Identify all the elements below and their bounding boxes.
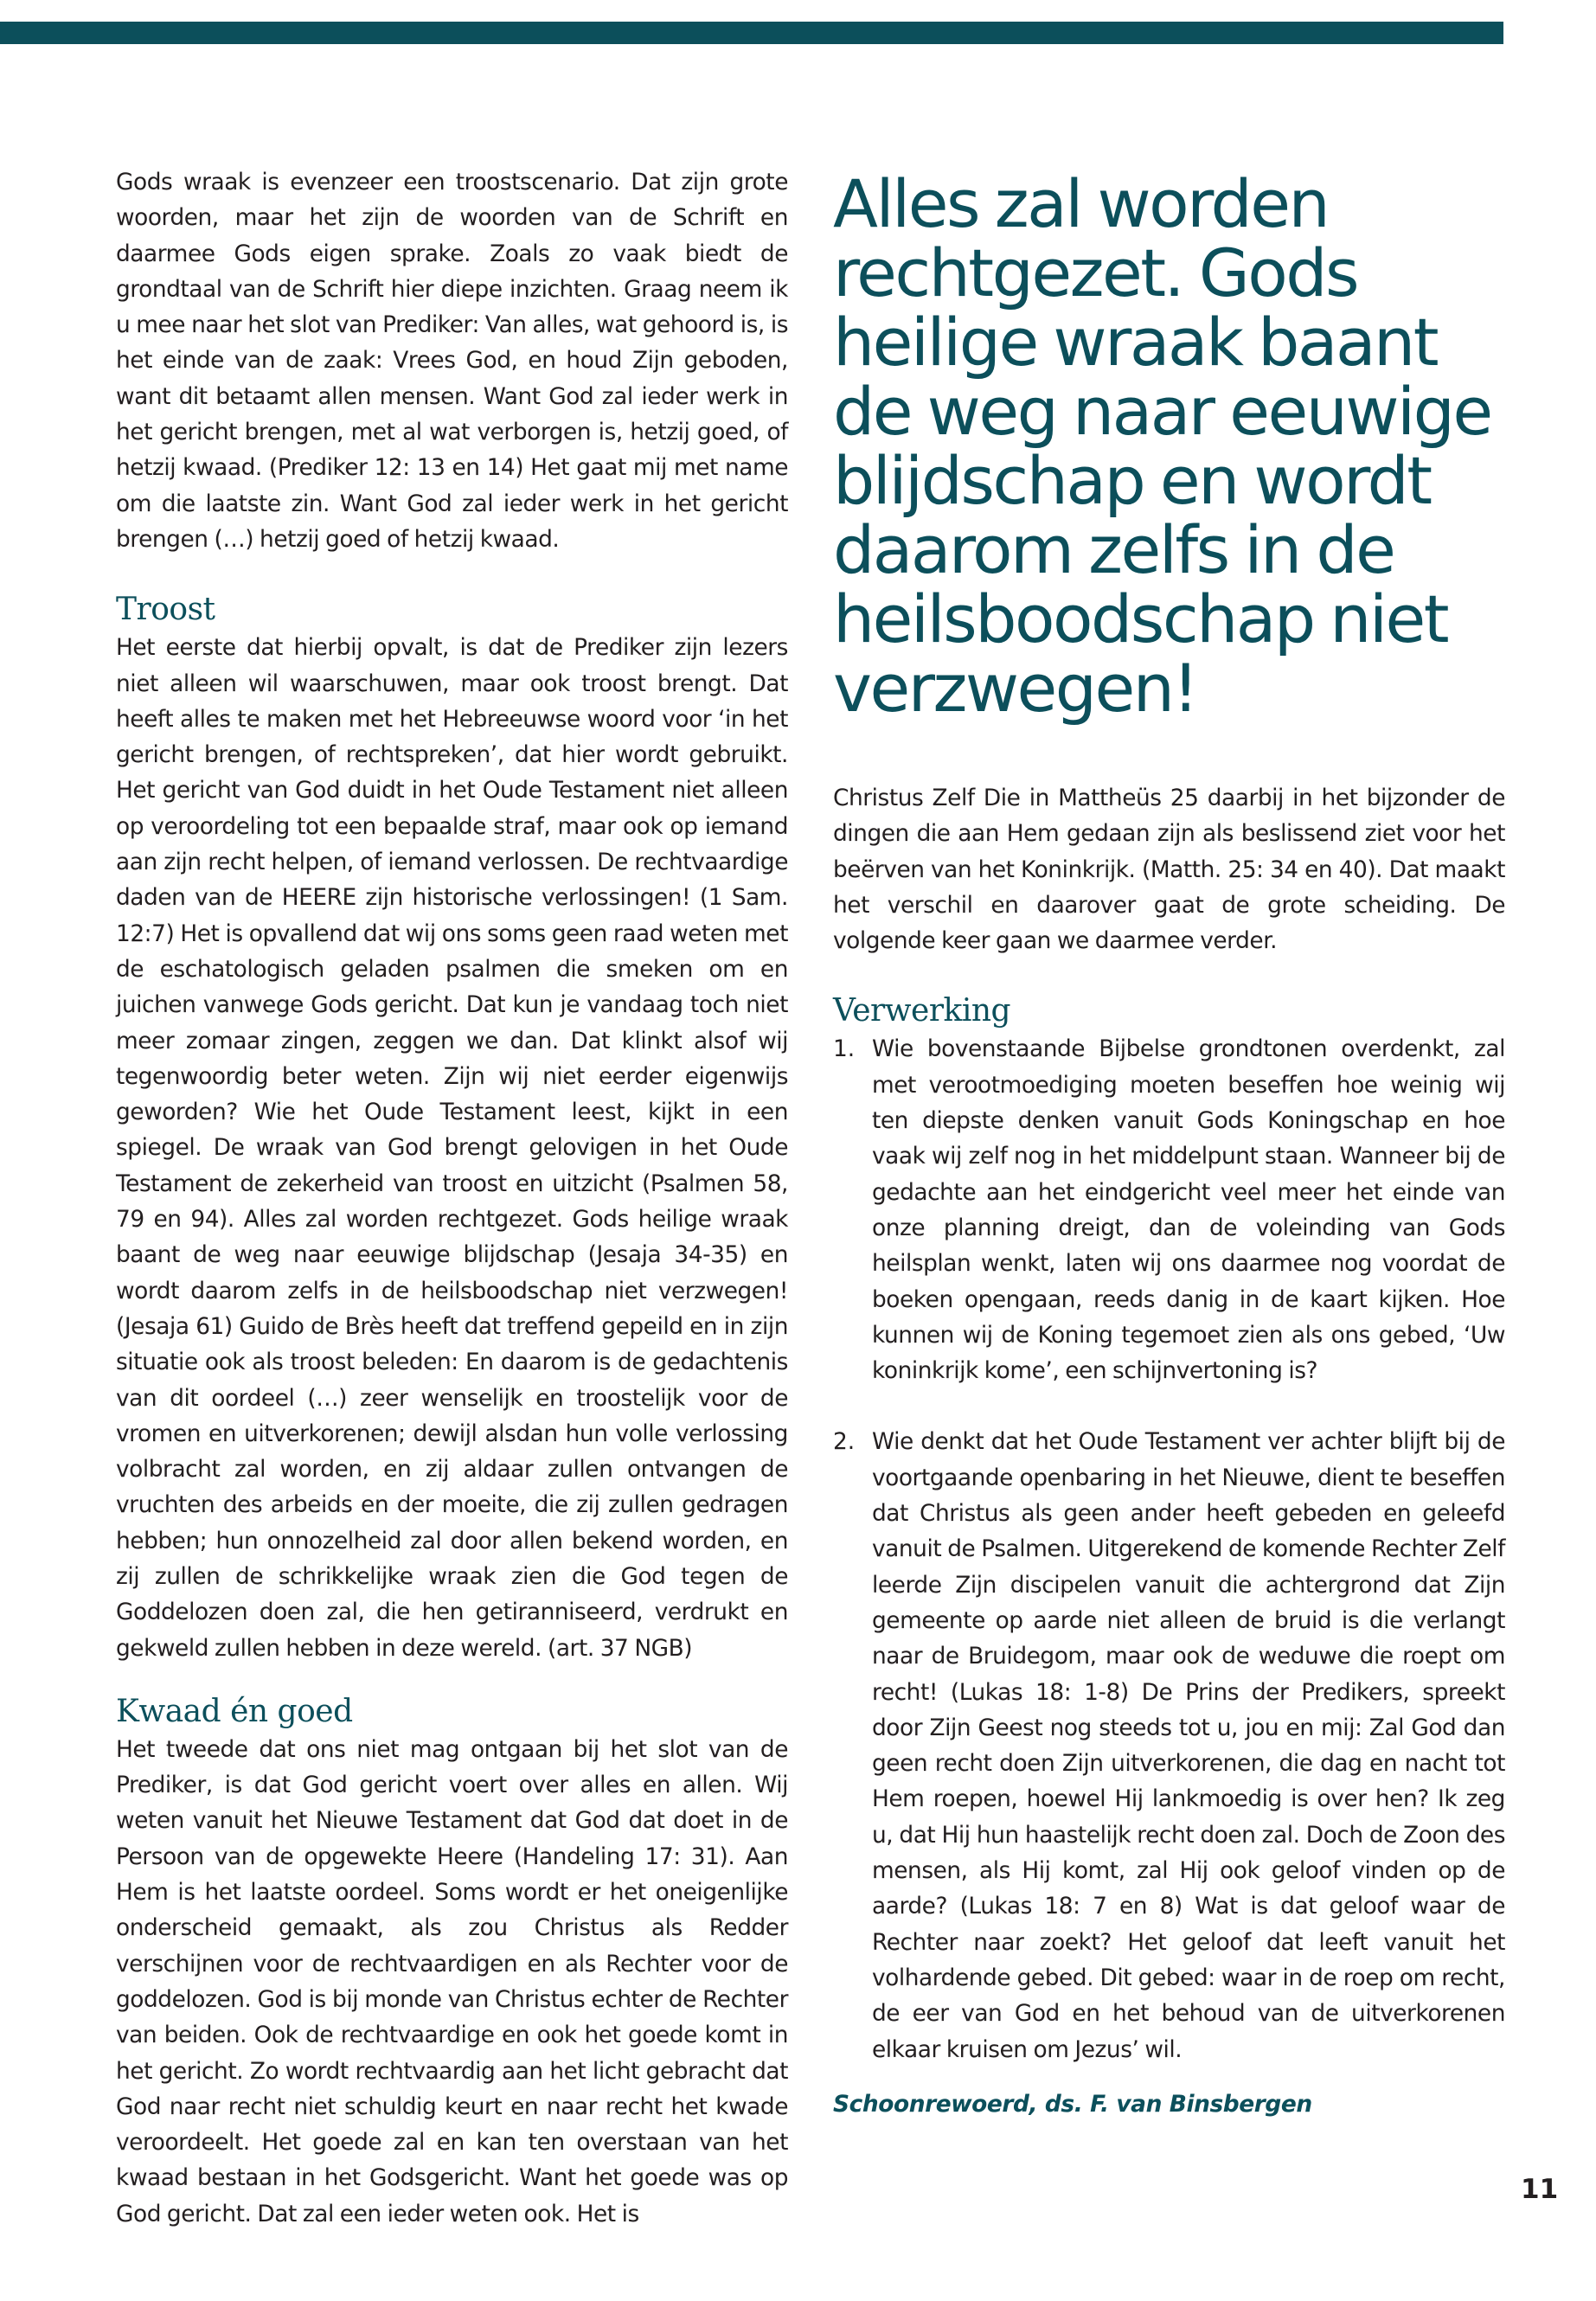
list-item-text: Wie denkt dat het Oude Testament ver achter blijft bij de voortgaande openbaring in het Nieuwe, dient te beseffen dat Christus als geen ander heeft gebeden en geleefd vanuit de Psalmen. Uitgerekend de komende Rechter Zelf leerde Zijn discipelen vanuit die achtergrond dat Zijn gemeente op aarde niet alleen de bruid is die verlangt naar de Bruidegom, maar ook de weduwe die roept om recht! (Lukas 18: 1-8) De Prins der Predikers, spreekt door Zijn Geest nog steeds tot u, jou en mij: Zal God dan geen recht doen Zijn uitverkorenen, die dag en nacht tot Hem roepen, hoewel Hij lankmoedig is over hen? Ik zeg u, dat Hij hun haastelijk recht doen zal. Doch de Zoon des mensen, als Hij komt, zal Hij ook geloof vinden op de aarde? (Lukas 18: 7 en 8) Wat is dat geloof waar de Rechter naar zoekt? Het geloof dat leeft vanuit het volhardende gebed. Dit gebed: waar in de roep om recht, de eer van God en het behoud van de uitverkorenen elkaar kruisen om Jezus’ wil.: [872, 1428, 1505, 2063]
pull-quote: Alles zal worden rechtgezet. Gods heilige wraak baant de weg naar eeuwige blijdschap en wordt daarom zelfs in de heilsboodschap niet verzwegen!: [833, 165, 1491, 727]
right-column: [833, 165, 1505, 2122]
page-number: 11: [1521, 2174, 1559, 2205]
continuation-paragraph: Christus Zelf Die in Mattheüs 25 daarbij in het bijzonder de dingen die aan Hem gedaan zijn als beslissend ziet voor het beërven van het Koninkrijk. (Matth. 25: 34 en 40). Dat maakt het verschil en daarover gaat de grote scheiding. De volgende keer gaan we daarmee verder.: [833, 785, 1505, 955]
list-item-number: 1.: [833, 1035, 856, 1063]
verwerking-list: [833, 1031, 1505, 2067]
troost-paragraph: Het eerste dat hierbij opvalt, is dat de Prediker zijn lezers niet alleen wil waarschuwen, maar ook troost brengt. Dat heeft alles te maken met het Hebreeuwse woord voor ‘in het gericht brengen, of rechtspreken’, dat hier wordt gebruikt. Het gericht van God duidt in het Oude Testament niet alleen op veroordeling tot een bepaalde straf, maar ook op iemand aan zijn recht helpen, of iemand verlossen. De rechtvaardige daden van de HEERE zijn historische verlossingen! (1 Sam. 12:7) Het is opvallend dat wij ons soms geen raad weten met de eschatologisch geladen psalmen die smeken om en juichen vanwege Gods gericht. Dat kun je vandaag toch niet meer zomaar zingen, zeggen we dan. Dat klinkt alsof wij tegenwoordig beter weten. Zijn wij niet eerder eigenwijs geworden? Wie het Oude Testament leest, kijkt in een spiegel. De wraak van God brengt gelovigen in het Oude Testament de zekerheid van troost en uitzicht (Psalmen 58, 79 en 94). Alles zal worden rechtgezet. Gods heilige wraak baant de weg naar eeuwige blijdschap (Jesaja 34-35) en wordt daarom zelfs in de heilsboodschap niet verzwegen! (Jesaja 61) Guido de Brès heeft dat treffend gepeild en in zijn situatie ook als troost beleden: En daarom is de gedachtenis van dit oordeel (…) zeer wenselijk en troostelijk voor de vromen en uitverkorenen; dewijl alsdan hun volle verlossing volbracht zal worden, en zij aldaar zullen ontvangen de vruchten des arbeids en der moeite, die zij zullen gedragen hebben; hun onnozelheid zal door allen bekend worden, en zij zullen de schrikkelijke wraak zien die God tegen de Goddelozen doen zal, die hen getiranniseerd, verdrukt en gekweld zullen hebben in deze wereld. (art. 37 NGB): [116, 634, 788, 1662]
intro-paragraph: Gods wraak is evenzeer een troostscenario. Dat zijn grote woorden, maar het zijn de woorden van de Schrift en daarmee Gods eigen sprake. Zoals zo vaak biedt de grondtaal van de Schrift hier diepe inzichten. Graag neem ik u mee naar het slot van Prediker: Van alles, wat gehoord is, is het einde van de zaak: Vrees God, en houd Zijn geboden, want dit betaamt allen mensen. Want God zal ieder werk in het gericht brengen, met al wat verborgen is, hetzij goed, of hetzij kwaad. (Prediker 12: 13 en 14) Het gaat mij met name om die laatste zin. Want God zal ieder werk in het gericht brengen (…) hetzij goed of hetzij kwaad.: [116, 169, 788, 553]
list-item: [833, 1031, 1505, 1388]
left-column: [116, 164, 788, 2232]
verwerking-heading: Verwerking: [833, 993, 1011, 1029]
list-item: [833, 1424, 1505, 2067]
troost-heading: Troost: [116, 592, 215, 628]
list-item-number: 2.: [833, 1428, 856, 1456]
kwaad-en-goed-heading: Kwaad én goed: [116, 1693, 353, 1729]
kwaad-en-goed-paragraph: Het tweede dat ons niet mag ontgaan bij het slot van de Prediker, is dat God gericht voert over alles en allen. Wij weten vanuit het Nieuwe Testament dat God dat doet in de Persoon van de opgewekte Heere (Handeling 17: 31). Aan Hem is het laatste oordeel. Soms wordt er het oneigenlijke onderscheid gemaakt, als zou Christus als Redder verschijnen voor de rechtvaardigen en als Rechter voor de goddelozen. God is bij monde van Christus echter de Rechter van beiden. Ook de rechtvaardige en ook het goede komt in het gericht. Zo wordt rechtvaardig aan het licht gebracht dat God naar recht niet schuldig keurt en naar recht het kwade veroordeelt. Het goede zal en kan ten overstaan van het kwaad bestaan in het Godsgericht. Want het goede was op God gericht. Dat zal een ieder weten ook. Het is: [116, 1735, 788, 2227]
author-signature: Schoonrewoerd, ds. F. van Binsbergen: [833, 2090, 1312, 2118]
header-bar: [0, 22, 1503, 44]
list-item-text: Wie bovenstaande Bijbelse grondtonen overdenkt, zal met verootmoediging moeten beseffen hoe weinig wij ten diepste denken vanuit Gods Koningschap en hoe vaak wij zelf nog in het middelpunt staan. Wanneer bij de gedachte aan het eindgericht veel meer het einde van onze planning dreigt, dan de voleinding van Gods heilsplan wenkt, laten wij ons daarmee nog voordat de boeken opengaan, reeds danig in de kaart kijken. Hoe kunnen wij de Koning tegemoet zien als ons gebed, ‘Uw koninkrijk kome’, een schijnvertoning is?: [872, 1035, 1505, 1385]
